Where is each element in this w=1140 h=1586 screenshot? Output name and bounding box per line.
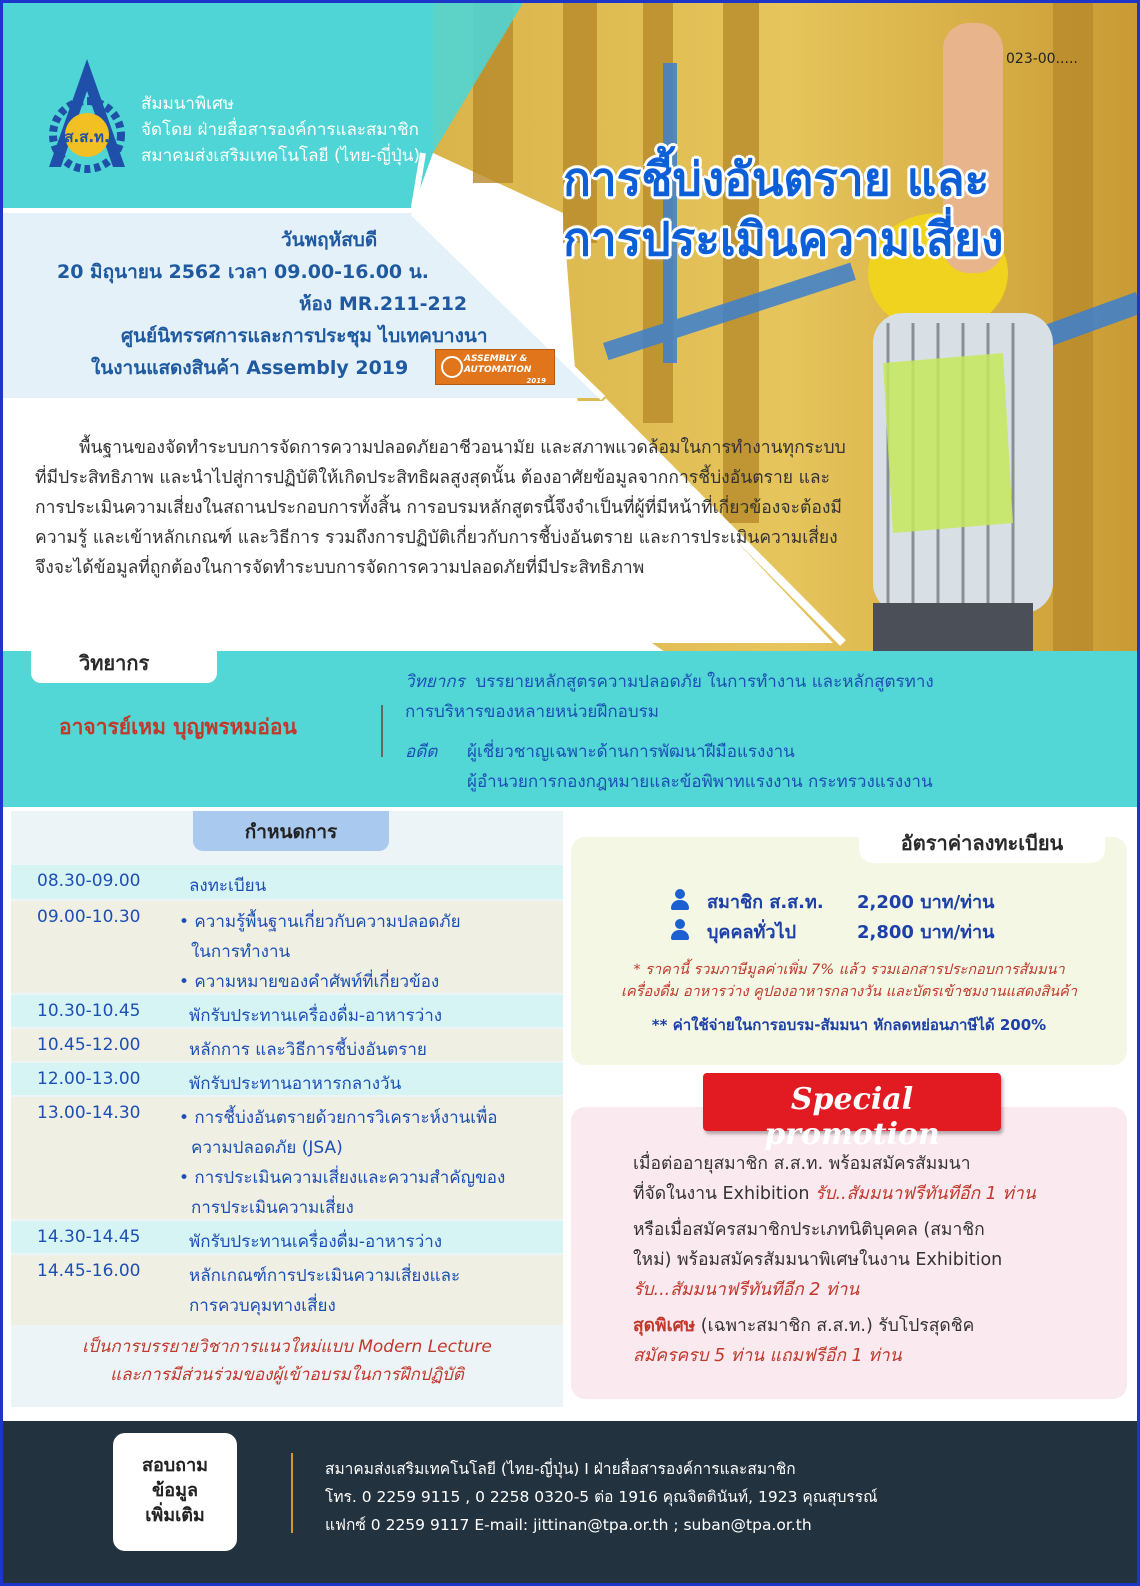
contact-fax-email: แฟกซ์ 0 2259 9117 E-mail: jittinan@tpa.or.th ; suban@tpa.or.th bbox=[325, 1516, 812, 1534]
schedule-title: กำหนดการ bbox=[193, 811, 389, 851]
organizer-name: สมาคมส่งเสริมเทคโนโลยี (ไทย-ญี่ปุ่น) bbox=[141, 146, 420, 166]
event-venue: ศูนย์นิทรรศการและการประชุม ไบเทคบางนา bbox=[121, 325, 488, 347]
event-expo: ในงานแสดงสินค้า Assembly 2019 bbox=[91, 357, 409, 379]
fee-public: บุคคลทั่วไป 2,800 บาท/ท่าน bbox=[671, 917, 796, 946]
fee-tax-note: ** ค่าใช้จ่ายในการอบรม-สัมมนา หักลดหย่อนภาษีได้ 200% bbox=[651, 1016, 1047, 1034]
fee-title: อัตราค่าลงทะเบียน bbox=[859, 817, 1105, 863]
speaker-tab: วิทยากร bbox=[31, 639, 217, 683]
contact-details bbox=[325, 1455, 877, 1539]
promotion-text: เมื่อต่ออายุสมาชิก ส.ส.ท. พร้อมสมัครสัมมนา ที่จัดในงาน Exhibition รับ..สัมมนาฟรีทันทีอีก 1 ท่าน หรือเมื่อสมัครสมาชิกประเภทนิติบุคคล (สมาชิก ใหม่) พร้อมสมัครสัมมนาพิเศษในงาน Exhibition รับ...สัมมนาฟรีทันทีอีก 2 ท่าน สุดพิเศษ (เฉพาะสมาชิก ส.ส.ท.) รับโปรสุดชิค สมัครครบ 5 ท่าน แถมฟรีอีก 1 ท่าน bbox=[633, 1154, 1036, 1366]
seminar-type: สัมมนาพิเศษ bbox=[141, 94, 234, 114]
schedule-row: 12.00-13.00 พักรับประทานอาหารกลางวัน bbox=[11, 1063, 563, 1095]
schedule-row: 10.30-10.45 พักรับประทานเครื่องดื่ม-อาหารว่าง bbox=[11, 995, 563, 1027]
fee-member: สมาชิก ส.ส.ท. 2,200 บาท/ท่าน bbox=[671, 887, 824, 916]
fee-note: * ราคานี้ รวมภาษีมูลค่าเพิ่ม 7% แล้ว รวมเอกสารประกอบการสัมมนา เครื่องดื่ม อาหารว่าง คูปองอาหารกลางวัน และบัตรเข้าชมงานแสดงสินค้า bbox=[621, 962, 1077, 1000]
person-icon bbox=[671, 889, 689, 911]
schedule-row: 13.00-14.30 • การชี้บ่งอันตรายด้วยการวิเคราะห์งานเพื่อ ความปลอดภัย (JSA) • การประเมินความเสี่ยงและความสำคัญของ การประเมินความเสี่ยง bbox=[11, 1097, 563, 1219]
event-date-time: 20 มิถุนายน 2562 เวลา 09.00-16.00 น. bbox=[57, 261, 429, 283]
speaker-role-label: วิทยากร bbox=[405, 672, 465, 692]
globe-icon bbox=[441, 356, 463, 378]
page-title bbox=[563, 149, 1003, 269]
speaker-info bbox=[405, 667, 1025, 797]
speaker-name: อาจารย์เหม บุญพรหมอ่อน bbox=[59, 715, 297, 739]
doc-code: 023-00..... bbox=[1006, 51, 1078, 67]
speaker-past-1: ผู้เชี่ยวชาญเฉพาะด้านการพัฒนาฝีมือแรงงาน bbox=[467, 742, 795, 762]
contact-label-box: สอบถาม ข้อมูล เพิ่มเติม bbox=[113, 1433, 237, 1551]
speaker-past-2: ผู้อำนวยการกองกฎหมายและข้อพิพาทแรงงาน กระทรวงแรงงาน bbox=[467, 772, 933, 792]
organizer-block bbox=[141, 91, 420, 169]
special-promotion-tag: Special promotion bbox=[703, 1073, 1001, 1131]
person-icon bbox=[671, 919, 689, 941]
schedule-row: 14.30-14.45 พักรับประทานเครื่องดื่ม-อาหารว่าง bbox=[11, 1221, 563, 1253]
event-room: ห้อง MR.211-212 bbox=[299, 293, 468, 315]
logo-text: ส.ส.ท. bbox=[64, 128, 110, 146]
footer-divider bbox=[291, 1453, 293, 1533]
organizer-dept: จัดโดย ฝ่ายสื่อสารองค์การและสมาชิก bbox=[141, 120, 419, 140]
contact-phone: โทร. 0 2259 9115 , 0 2258 0320-5 ต่อ 1916 คุณจิตตินันท์, 1923 คุณสุบรรณ์ bbox=[325, 1488, 878, 1506]
tpa-logo bbox=[39, 55, 135, 175]
contact-org: สมาคมส่งเสริมเทคโนโลยี (ไทย-ญี่ปุ่น) I ฝ่ายสื่อสารองค์การและสมาชิก bbox=[325, 1460, 796, 1478]
schedule-row: 14.45-16.00 หลักเกณฑ์การประเมินความเสี่ยงและ การควบคุมทางเสี่ยง bbox=[11, 1255, 563, 1325]
title-line-1: การชี้บ่งอันตราย และ bbox=[563, 152, 990, 206]
speaker-past-label: อดีต bbox=[405, 742, 438, 762]
schedule-row: 10.45-12.00 หลักการ และวิธีการชี้บ่งอันตราย bbox=[11, 1029, 563, 1061]
schedule-row: 09.00-10.30 • ความรู้พื้นฐานเกี่ยวกับความปลอดภัย ในการทำงาน • ความหมายของคำศัพท์ที่เกี่ยวข้อง bbox=[11, 901, 563, 993]
intro-text: พื้นฐานของจัดทำระบบการจัดการความปลอดภัยอาชีวอนามัย และสภาพแวดล้อมในการทำงานทุกระบบที่มีประสิทธิภาพ และนำไปสู่การปฏิบัติให้เกิดประสิทธิผลสูงสุดนั้น ต้องอาศัยข้อมูลจากการชี้บ่งอันตราย และการประเมินความเสี่ยงในสถานประกอบการทั้งสิ้น การอบรมหลักสูตรนี้จึงจำเป็นที่ผู้ที่มีหน้าที่เกี่ยวข้องจะต้องมีความรู้ และเข้าหลักเกณฑ์ และวิธีการ รวมถึงการปฏิบัติเกี่ยวกับการชี้บ่งอันตราย และการประเมินความเสี่ยง จึงจะได้ข้อมูลที่ถูกต้องในการจัดทำระบบการจัดการความปลอดภัยที่มีประสิทธิภาพ bbox=[35, 438, 846, 578]
speaker-role-text: บรรยายหลักสูตรความปลอดภัย ในการทำงาน และหลักสูตรทาง bbox=[475, 672, 934, 692]
assembly-automation-logo: ASSEMBLY & AUTOMATION 2019 bbox=[435, 349, 555, 385]
speaker-divider bbox=[381, 705, 383, 757]
schedule-note: เป็นการบรรยายวิชาการแนวใหม่แบบ Modern Lecture และการมีส่วนร่วมของผู้เข้าอบรมในการฝึกปฏิบัติ bbox=[82, 1337, 492, 1385]
speaker-role-text-2: การบริหารของหลายหน่วยฝึกอบรม bbox=[405, 702, 659, 722]
title-line-2: การประเมินความเสี่ยง bbox=[563, 212, 1004, 266]
schedule-row: 08.30-09.00 ลงทะเบียน bbox=[11, 865, 563, 899]
event-day: วันพฤหัสบดี bbox=[281, 229, 378, 251]
